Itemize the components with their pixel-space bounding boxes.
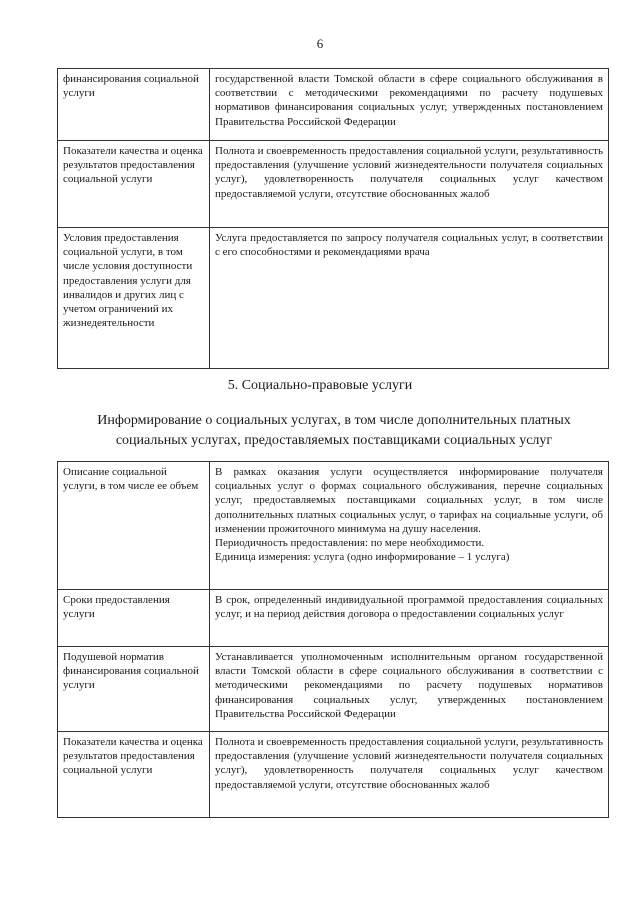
service-table-continued — [57, 68, 609, 369]
periodicity-text: Периодичность предоставления: по мере необходимости. — [215, 537, 485, 550]
description-text: В рамках оказания услуги осуществляется информирование получателя социальных услуг о формах социального обслуживания, перечне социальных услуг, предоставляемых поставщиками социальных услуг, в том числе дополнительных платных социальных услуг, о тарифах на социальные услуги, об изменении прожиточного минимума на душу населения. — [215, 466, 603, 535]
service-description-table — [57, 461, 609, 818]
service-title-line-1: Информирование о социальных услугах, в том числе дополнительных платных — [97, 413, 571, 428]
row-text: В срок, определенный индивидуальной программой предоставления социальных услуг, и на период действия договора о предоставлении социальных услуг — [210, 590, 609, 647]
row-label: Подушевой норматив финансирования социальной услуги — [58, 647, 210, 732]
row-label: Показатели качества и оценка результатов предоставления социальной услуги — [58, 141, 210, 228]
row-label: Условия предоставления социальной услуги, в том числе условия доступности предоставления услуги для инвалидов и других лиц с учетом ограничений их жизнедеятельности — [58, 228, 210, 369]
service-title-line-2: социальных услугах, предоставляемых поставщиками социальных услуг — [115, 433, 553, 448]
page-number: 6 — [316, 36, 324, 51]
row-label: Показатели качества и оценка результатов предоставления социальной услуги — [58, 732, 210, 818]
table-row — [58, 732, 609, 818]
table-row — [58, 141, 609, 228]
table-row — [58, 647, 609, 732]
row-label: Описание социальной услуги, в том числе ее объем — [58, 462, 210, 590]
row-text: Полнота и своевременность предоставления социальной услуги, результативность предоставления (улучшение условий жизнедеятельности получателя социальных услуг), удовлетворенность получателя социальных услуг качеством предоставляемой услуги, отсутствие обоснованных жалоб — [210, 141, 609, 228]
service-title — [60, 411, 608, 451]
row-text: Услуга предоставляется по запросу получателя социальных услуг, в соответствии с его способностями и рекомендациями врача — [210, 228, 609, 369]
table-row — [58, 462, 609, 590]
unit-text: Единица измерения: услуга (одно информирование – 1 услуга) — [215, 551, 510, 564]
table-row — [58, 69, 609, 141]
row-text: государственной власти Томской области в сфере социального обслуживания в соответствии с методическими рекомендациями по расчету подушевых нормативов финансирования социальных услуг, утвержденных постановлением Правительства Российской Федерации — [210, 69, 609, 141]
row-label: финансирования социальной услуги — [58, 69, 210, 141]
section-title: 5. Социально-правовые услуги — [227, 378, 413, 393]
row-label: Сроки предоставления услуги — [58, 590, 210, 647]
row-text — [210, 462, 609, 590]
table-row — [58, 590, 609, 647]
row-text: Полнота и своевременность предоставления социальной услуги, результативность предоставления (улучшение условий жизнедеятельности получателя социальных услуг), удовлетворенность получателя социальных услуг качеством предоставляемой услуги, отсутствие обоснованных жалоб — [210, 732, 609, 818]
row-text: Устанавливается уполномоченным исполнительным органом государственной власти Томской области в сфере социального обслуживания в соответствии с методическими рекомендациями по расчету подушевых нормативов финансирования социальных услуг, утвержденных постановлением Правительства Российской Федерации — [210, 647, 609, 732]
table-row — [58, 228, 609, 369]
